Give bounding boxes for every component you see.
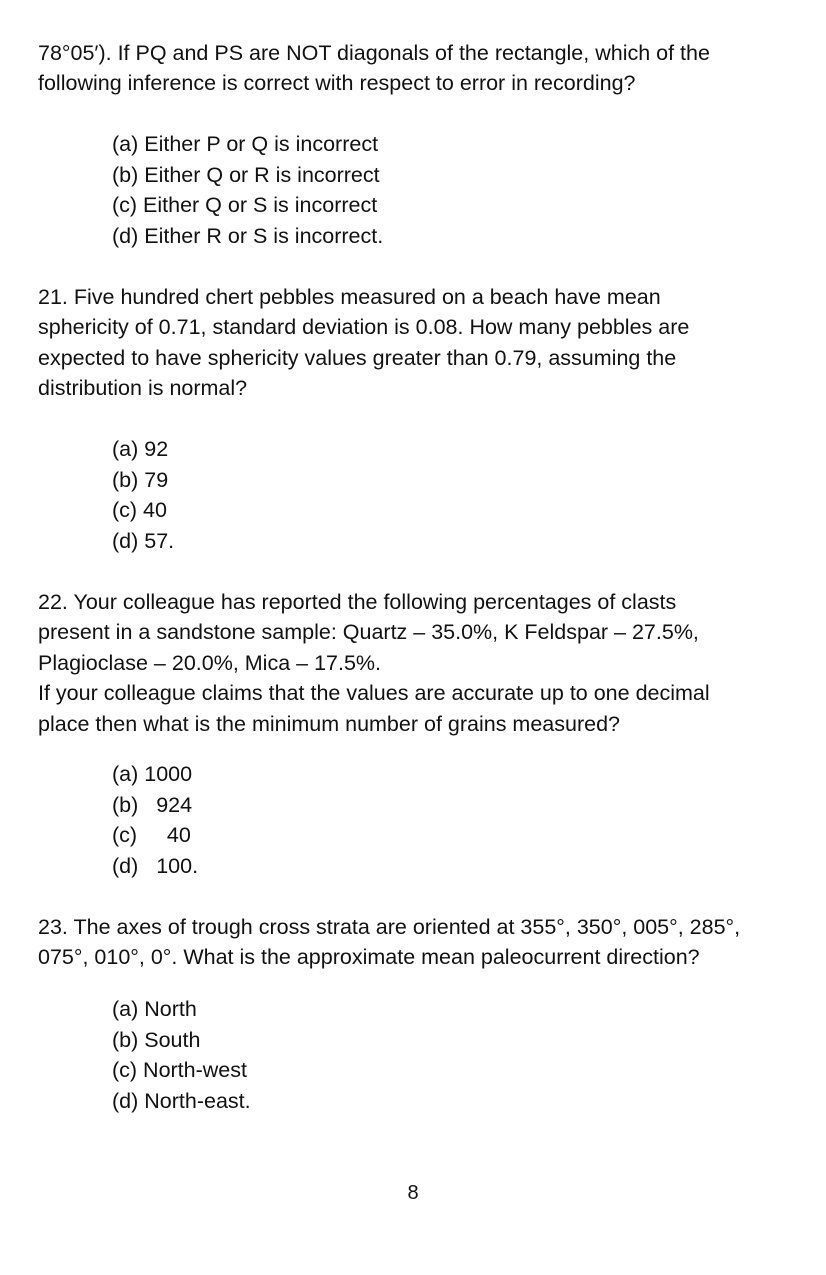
question-21-options [112, 434, 174, 556]
question-22-text [38, 587, 798, 739]
option-c: (c) 40 [112, 823, 191, 847]
question-23-text [38, 912, 798, 973]
question-22-options [112, 759, 198, 881]
option-d: (d) 100. [112, 853, 199, 878]
option-d: (d) North-east. [112, 1088, 251, 1113]
text-line: 78°05′). If PQ and PS are NOT diagonals of the rectangle, which of the [38, 41, 710, 65]
text-line: 23. The axes of trough cross strata are oriented at 355°, 350°, 005°, 285°, [38, 915, 741, 939]
question-20-text [38, 38, 798, 99]
question-21-text [38, 282, 798, 404]
option-a: (a) Either P or Q is incorrect [112, 132, 379, 156]
question-20-options [112, 129, 383, 251]
text-line: place then what is the minimum number of grains measured? [38, 711, 620, 736]
text-line: 21. Five hundred chert pebbles measured on a beach have mean [38, 285, 661, 309]
text-line: distribution is normal? [38, 376, 248, 401]
option-d: (d) 57. [112, 528, 175, 553]
option-b: (b) Either Q or R is incorrect [112, 162, 380, 187]
option-b: (b) 79 [112, 467, 169, 492]
text-line: Plagioclase – 20.0%, Mica – 17.5%. [38, 650, 382, 675]
page-number: 8 [407, 1182, 419, 1204]
text-line: expected to have sphericity values greater than 0.79, assuming the [38, 345, 677, 370]
option-c: (c) North-west [112, 1058, 247, 1082]
question-23-options [112, 994, 251, 1116]
option-a: (a) 92 [112, 437, 169, 461]
option-b: (b) 924 [112, 792, 193, 817]
text-line: 22. Your colleague has reported the following percentages of clasts [38, 590, 677, 614]
text-line: following inference is correct with respect to error in recording? [38, 71, 636, 96]
option-a: (a) North [112, 997, 197, 1021]
option-c: (c) Either Q or S is incorrect [112, 193, 378, 217]
text-line: 075°, 010°, 0°. What is the approximate mean paleocurrent direction? [38, 945, 700, 970]
text-line: sphericity of 0.71, standard deviation is 0.08. How many pebbles are [38, 315, 690, 340]
option-d: (d) Either R or S is incorrect. [112, 223, 384, 248]
option-b: (b) South [112, 1027, 201, 1052]
option-a: (a) 1000 [112, 762, 193, 786]
text-line: present in a sandstone sample: Quartz – 35.0%, K Feldspar – 27.5%, [38, 620, 699, 645]
option-c: (c) 40 [112, 498, 167, 522]
text-line: If your colleague claims that the values are accurate up to one decimal [38, 681, 710, 706]
